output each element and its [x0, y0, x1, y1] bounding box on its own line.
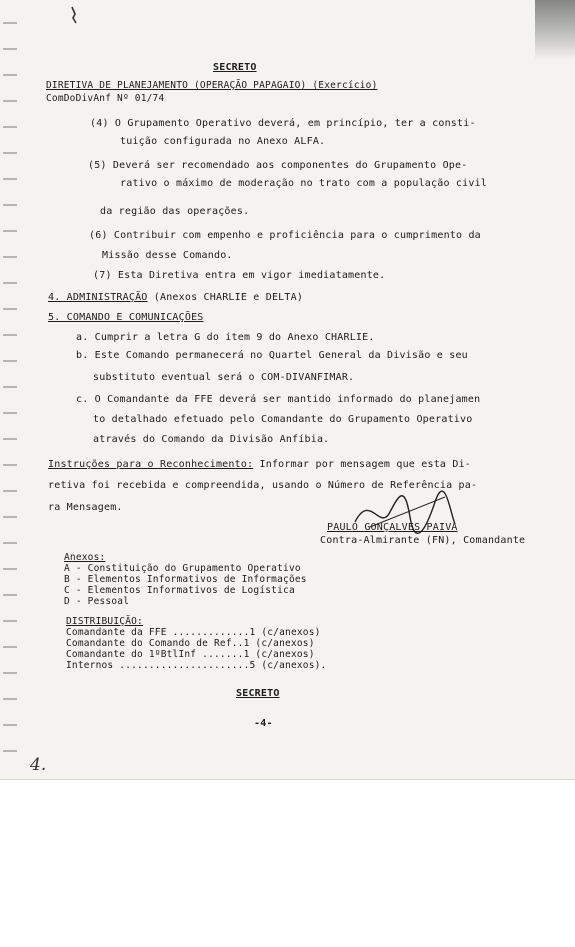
signatory-name: PAULO GONÇALVES PAIVA — [327, 522, 458, 533]
section-4-annex: (Anexos CHARLIE e DELTA) — [153, 292, 304, 303]
distribution-row: Comandante do 1ºBtlInf .......1 (c/anexos) — [66, 649, 315, 660]
page-number: -4- — [254, 718, 273, 729]
acknowledgement-label: Instruções para o Reconhecimento: — [48, 459, 254, 470]
acknowledgement-text: Informar por mensagem que esta Di- — [259, 459, 472, 470]
distribution-row: Internos ......................5 (c/anexos). — [66, 660, 327, 671]
acknowledgement-line-1 — [48, 459, 471, 470]
section-5-item-c-line-3: através do Comando da Divisão Anfíbia. — [93, 434, 330, 445]
directive-title: DIRETIVA DE PLANEJAMENTO (OPERAÇÃO PAPAGAIO) (Exercício) — [46, 80, 378, 91]
binder-holes — [3, 10, 17, 770]
section-5-item-b-line-1: b. Este Comando permanecerá no Quartel General da Divisão e seu — [76, 350, 468, 361]
paragraph-6-line-1: (6) Contribuir com empenho e proficiência para o cumprimento da — [89, 230, 481, 241]
section-4-heading — [48, 292, 303, 303]
paragraph-4-line-1: (4) O Grupamento Operativo deverá, em princípio, ter a consti- — [90, 118, 476, 129]
classification-top: SECRETO — [213, 62, 257, 73]
acknowledgement-line-3: ra Mensagem. — [48, 502, 123, 513]
page-edge — [0, 779, 575, 780]
scan-edge-shadow — [535, 0, 575, 60]
annexes-label: Anexos: — [64, 552, 106, 563]
annex-item: A - Constituição do Grupamento Operativo — [64, 563, 301, 574]
paragraph-6-line-2: Missão desse Comando. — [102, 250, 233, 261]
paragraph-5-line-2: rativo o máximo de moderação no trato com a população civil — [120, 178, 488, 189]
distribution-row: Comandante do Comando de Ref..1 (c/anexos) — [66, 638, 315, 649]
section-5-item-c-line-2: to detalhado efetuado pelo Comandante do Grupamento Operativo — [93, 414, 473, 425]
handwritten-page-number: 4. — [30, 755, 47, 775]
reference-number: ComDoDivAnf Nº 01/74 — [46, 93, 165, 104]
section-5-item-c-line-1: c. O Comandante da FFE deverá ser mantido informado do planejamen — [76, 394, 481, 405]
paragraph-4-line-2: tuição configurada no Anexo ALFA. — [120, 136, 326, 147]
distribution-label: DISTRIBUIÇÃO: — [66, 616, 143, 627]
annex-item: B - Elementos Informativos de Informações — [64, 574, 307, 585]
section-4-label: 4. ADMINISTRAÇÃO — [48, 292, 148, 303]
annex-item: D - Pessoal — [64, 596, 130, 607]
paragraph-5-line-1: (5) Deverá ser recomendado aos componentes do Grupamento Ope- — [88, 160, 468, 171]
acknowledgement-line-2: retiva foi recebida e compreendida, usando o Número de Referência pa- — [48, 480, 478, 491]
signatory-title: Contra-Almirante (FN), Comandante — [320, 535, 526, 546]
section-5-heading: 5. COMANDO E COMUNICAÇÕES — [48, 312, 204, 323]
section-5-item-a: a. Cumprir a letra G do item 9 do Anexo CHARLIE. — [76, 332, 375, 343]
paragraph-5-line-3: da região das operações. — [100, 206, 250, 217]
ink-mark-icon — [70, 6, 78, 24]
distribution-row: Comandante da FFE .............1 (c/anexos) — [66, 627, 321, 638]
section-5-item-b-line-2: substituto eventual será o COM-DIVANFIMAR. — [93, 372, 355, 383]
classification-bottom: SECRETO — [236, 688, 280, 699]
paragraph-7-line-1: (7) Esta Diretiva entra em vigor imediatamente. — [93, 270, 386, 281]
annex-item: C - Elementos Informativos de Logística — [64, 585, 295, 596]
